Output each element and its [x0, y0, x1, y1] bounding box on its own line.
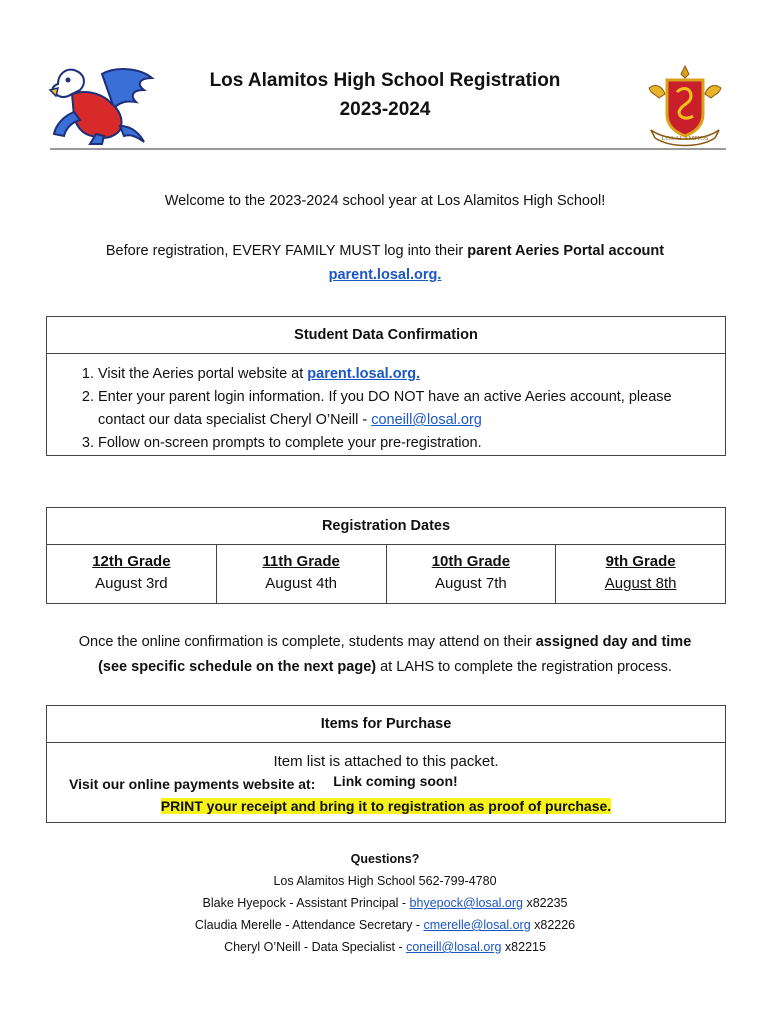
page-title — [180, 66, 590, 124]
attend-text-bold-1: assigned day and time — [535, 634, 692, 650]
grade-label: 9th Grade — [605, 553, 676, 570]
purchase-item-list-text: Item list is attached to this packet. — [273, 753, 499, 770]
title-line-2: 2023-2024 — [339, 99, 431, 120]
grade-date: August 7th — [435, 575, 507, 592]
print-receipt-notice: PRINT your receipt and bring it to registration as proof of purchase. — [160, 798, 612, 814]
attend-text-plain-2: at LAHS to complete the registration process. — [376, 659, 672, 675]
step-2-text: Enter your parent login information. If you DO NOT have an active Aeries account, please contact our data specialist Cheryl O’Neill - — [98, 389, 672, 428]
questions-heading: Questions? — [350, 852, 420, 866]
grade-label: 11th Grade — [262, 553, 340, 570]
grade-date: August 3rd — [95, 575, 168, 592]
payments-visit-label: Visit our online payments website at: — [69, 776, 316, 792]
confirmation-steps — [47, 354, 725, 455]
portal-link[interactable]: parent.losal.org. — [328, 267, 442, 283]
registration-dates-box — [46, 507, 726, 604]
attend-text-plain-1: Once the online confirmation is complete, students may attend on their — [78, 634, 536, 650]
date-column — [217, 545, 387, 603]
print-receipt-line — [47, 795, 725, 817]
header-divider — [50, 148, 726, 150]
payments-line — [47, 773, 725, 795]
contact-email-link[interactable]: coneill@losal.org — [406, 940, 502, 954]
contact-line — [0, 914, 770, 936]
griffin-mascot-icon — [44, 64, 156, 146]
contact-name: Claudia Merelle - Attendance Secretary - — [194, 918, 424, 932]
grade-label: 12th Grade — [92, 553, 171, 570]
step-3 — [98, 432, 713, 455]
before-registration-bold: parent Aeries Portal account — [467, 243, 665, 259]
contact-name: Cheryl O’Neill - Data Specialist - — [224, 940, 407, 954]
confirmation-heading: Student Data Confirmation — [47, 317, 725, 354]
grade-date: August 8th — [604, 575, 677, 592]
step-1-portal-link[interactable]: parent.losal.org. — [307, 366, 421, 382]
before-registration-text — [40, 239, 730, 287]
contact-email-link[interactable]: bhyepock@losal.org — [409, 896, 523, 910]
contact-line — [0, 936, 770, 958]
contact-email-link[interactable]: cmerelle@losal.org — [423, 918, 531, 932]
date-column — [387, 545, 557, 603]
welcome-text: Welcome to the 2023-2024 school year at Los Alamitos High School! — [164, 193, 606, 209]
contacts-footer — [0, 848, 770, 958]
crest-text: LOS ALAMITOS — [661, 135, 709, 142]
purchase-heading: Items for Purchase — [47, 706, 725, 743]
school-crest-icon — [643, 64, 727, 152]
title-line-1: Los Alamitos High School Registration — [209, 70, 561, 91]
items-for-purchase-box — [46, 705, 726, 823]
attend-text-bold-2: (see specific schedule on the next page) — [98, 659, 377, 675]
step-2-email-link[interactable]: coneill@losal.org — [371, 412, 482, 428]
contact-name: Blake Hyepock - Assistant Principal - — [202, 896, 410, 910]
date-column — [556, 545, 725, 603]
contact-extension: x82226 — [530, 918, 576, 932]
step-2 — [98, 386, 713, 432]
step-1-text: Visit the Aeries portal website at — [98, 366, 308, 382]
student-data-confirmation-box — [46, 316, 726, 456]
grade-date: August 4th — [265, 575, 337, 592]
school-phone: Los Alamitos High School 562-799-4780 — [273, 874, 497, 888]
date-column — [47, 545, 217, 603]
contact-line — [0, 892, 770, 914]
grade-label: 10th Grade — [431, 553, 511, 570]
payments-link-coming-soon: Link coming soon! — [333, 773, 458, 789]
step-3-text: Follow on-screen prompts to complete your pre-registration. — [98, 435, 482, 451]
registration-dates-heading: Registration Dates — [47, 508, 725, 545]
registration-dates-row — [47, 545, 725, 603]
contact-extension: x82215 — [501, 940, 546, 954]
step-1 — [98, 363, 713, 386]
before-registration-plain: Before registration, EVERY FAMILY MUST log into their — [105, 243, 468, 259]
contact-extension: x82235 — [523, 896, 568, 910]
attend-text — [30, 630, 740, 680]
